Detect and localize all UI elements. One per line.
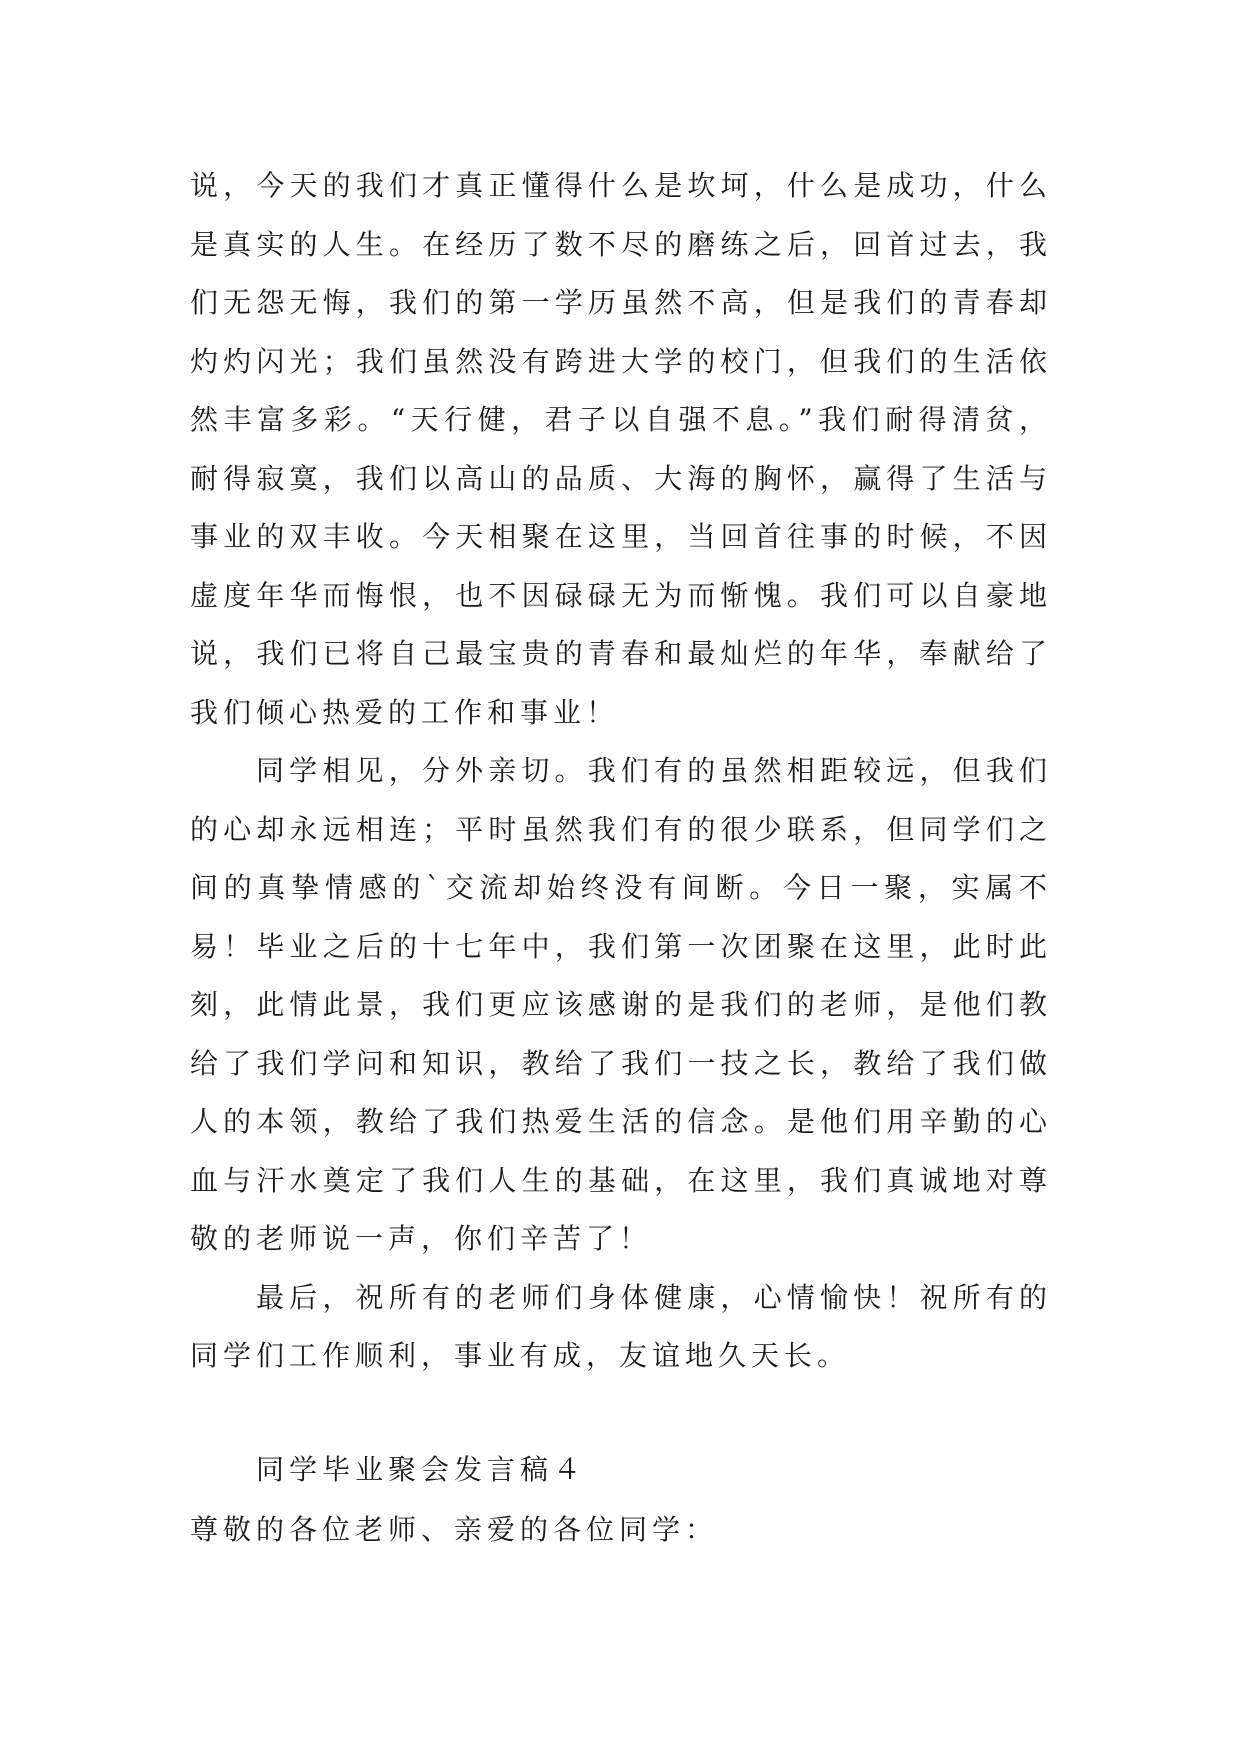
- paragraph-closing-wishes: 最后，祝所有的老师们身体健康，心情愉快！祝所有的同学们工作顺利，事业有成，友谊地久天长。: [190, 1280, 1052, 1372]
- section-heading: 同学毕业聚会发言稿４: [256, 1453, 587, 1486]
- paragraph-continuation: 说，今天的我们才真正懂得什么是坎坷，什么是成功，什么是真实的人生。在经历了数不尽的磨练之后，回首过去，我们无怨无悔，我们的第一学历虽然不高，但是我们的青春却灼灼闪光；我们虽然没有跨进大学的校门，但我们的生活依然丰富多彩。“天行健，君子以自强不息。”我们耐得清贫，耐得寂寞，我们以高山的品质、大海的胸怀，赢得了生活与事业的双丰收。今天相聚在这里，当回首往事的时候，不因虚度年华而悔恨，也不因碌碌无为而惭愧。我们可以自豪地说，我们已将自己最宝贵的青春和最灿烂的年华，奉献给了我们倾心热爱的工作和事业！: [190, 169, 1052, 729]
- salutation: 尊敬的各位老师、亲爱的各位同学：: [190, 1513, 719, 1546]
- body-text: [190, 157, 1052, 1386]
- paragraph-classmates-reunion: 同学相见，分外亲切。我们有的虽然相距较远，但我们的心却永远相连；平时虽然我们有的很少联系，但同学们之间的真挚情感的`交流却始终没有间断。今日一聚，实属不易！毕业之后的十七年中，我们第一次团聚在这里，此时此刻，此情此景，我们更应该感谢的是我们的老师，是他们教给了我们学问和知识，教给了我们一技之长，教给了我们做人的本领，教给了我们热爱生活的信念。是他们用辛勤的心血与汗水奠定了我们人生的基础，在这里，我们真诚地对尊敬的老师说一声，你们辛苦了！: [190, 754, 1052, 1255]
